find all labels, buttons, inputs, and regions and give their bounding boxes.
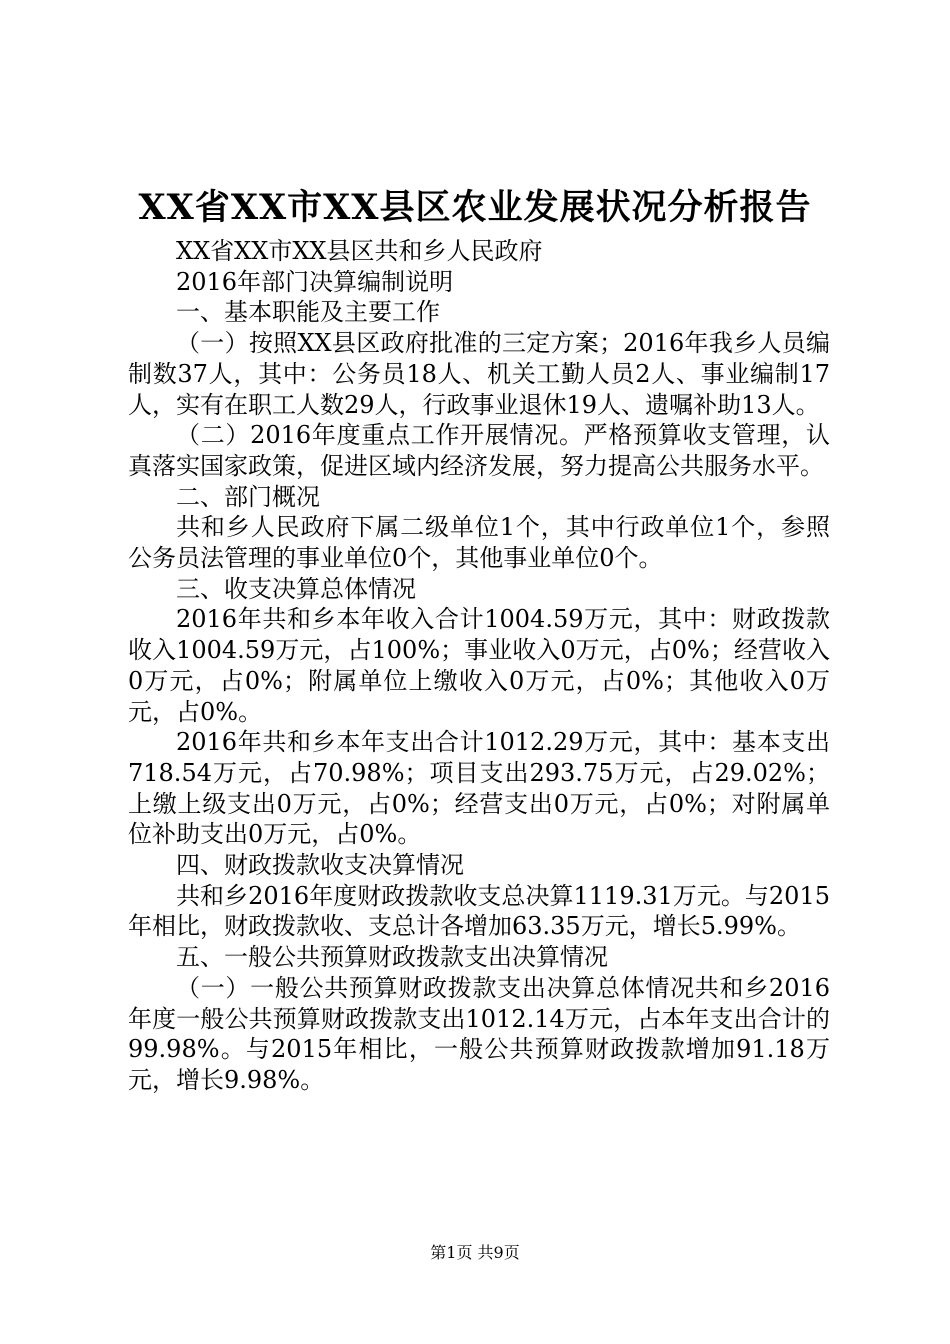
paragraph-staffing: （一）按照XX县区政府批准的三定方案；2016年我乡人员编制数37人，其中：公务员18人、机关工勤人员2人、事业编制17人，实有在职工人数29人，行政事业退休19人、遗嘱补助13人。	[128, 329, 830, 419]
document-body	[128, 236, 830, 1096]
section-heading-1: 一、基本职能及主要工作	[176, 298, 440, 327]
section-heading-2: 二、部门概况	[176, 482, 320, 511]
paragraph-general-budget: （一）一般公共预算财政拨款支出决算总体情况共和乡2016年度一般公共预算财政拨款支出1012.14万元，占本年支出合计的99.98%。与2015年相比，一般公共预算财政拨款增加91.18万元，增长9.98%。	[128, 973, 830, 1094]
document-title: XX省XX市XX县区农业发展状况分析报告	[138, 187, 812, 228]
paragraph-income-summary: 2016年共和乡本年收入合计1004.59万元，其中：财政拨款收入1004.59万元，占100%；事业收入0万元，占0%；经营收入0万元，占0%；附属单位上缴收入0万元，占0%；其他收入0万元，占0%。	[128, 605, 830, 726]
paragraph-expenditure-summary: 2016年共和乡本年支出合计1012.29万元，其中：基本支出718.54万元，占70.98%；项目支出293.75万元，占29.02%；上缴上级支出0万元，占0%；经营支出0万元，占0%；对附属单位补助支出0万元，占0%。	[128, 728, 830, 849]
paragraph-issuer: XX省XX市XX县区共和乡人民政府	[176, 237, 543, 265]
section-heading-4: 四、财政拨款收支决算情况	[176, 851, 464, 880]
paragraph-subtitle: 2016年部门决算编制说明	[176, 267, 454, 296]
section-heading-3: 三、收支决算总体情况	[176, 574, 416, 603]
paragraph-key-work: （二）2016年度重点工作开展情况。严格预算收支管理，认真落实国家政策，促进区域内经济发展，努力提高公共服务水平。	[128, 421, 830, 480]
paragraph-fiscal-appropriation: 共和乡2016年度财政拨款收支总决算1119.31万元。与2015年相比，财政拨款收、支总计各增加63.35万元，增长5.99%。	[128, 881, 830, 941]
page-number-footer: 第1页 共9页	[430, 1243, 520, 1262]
section-heading-5: 五、一般公共预算财政拨款支出决算情况	[176, 943, 608, 972]
paragraph-department-overview: 共和乡人民政府下属二级单位1个，其中行政单位1个，参照公务员法管理的事业单位0个，其他事业单位0个。	[128, 513, 830, 573]
